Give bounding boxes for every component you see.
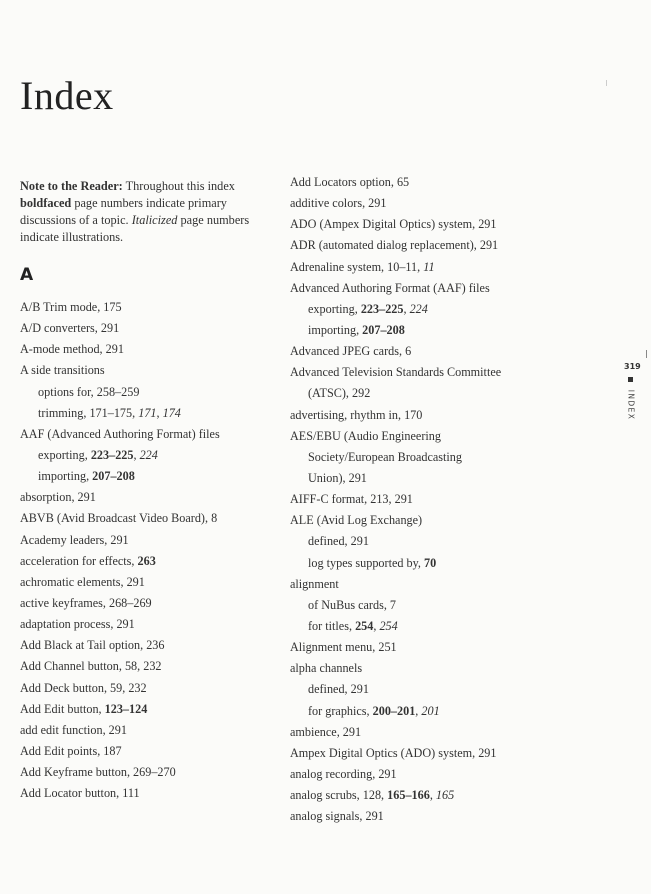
- index-entry: [20, 490, 282, 504]
- entry-text: Union), 291: [308, 470, 367, 485]
- section-letter: A: [20, 265, 34, 285]
- entry-text: AIFF-C format, 213, 291: [290, 492, 413, 507]
- entry-text: Advanced Authoring Format (AAF) files: [290, 280, 490, 295]
- index-entry: [290, 640, 610, 654]
- gutter-mark: [646, 350, 647, 358]
- entry-text: for graphics,: [308, 703, 373, 718]
- index-entry: [20, 702, 282, 716]
- entry-text: additive colors, 291: [290, 196, 387, 211]
- entry-text: log types supported by,: [308, 555, 424, 570]
- entry-text: A-mode method, 291: [20, 342, 124, 357]
- index-entry: [20, 300, 282, 314]
- entry-text: Add Channel button, 58, 232: [20, 659, 162, 674]
- index-entry: [20, 786, 282, 800]
- index-entry: [290, 577, 610, 591]
- page-marker-square: [628, 377, 633, 382]
- index-entry: [290, 704, 610, 718]
- italic-page-ref: 171: [138, 405, 157, 420]
- entry-text: exporting,: [38, 447, 91, 462]
- index-entry: [290, 217, 610, 231]
- index-entry: [290, 619, 610, 633]
- page-number: 319: [624, 362, 641, 371]
- entry-text: acceleration for effects,: [20, 553, 138, 568]
- index-entry: [290, 598, 610, 612]
- entry-text: analog recording, 291: [290, 766, 397, 781]
- entry-text: Add Locator button, 111: [20, 786, 140, 801]
- entry-text: ,: [403, 301, 410, 316]
- index-entry: [290, 408, 610, 422]
- index-entry: [20, 575, 282, 589]
- index-entry: [290, 386, 610, 400]
- entry-text: (ATSC), 292: [308, 386, 371, 401]
- index-entry: [20, 469, 282, 483]
- entry-text: achromatic elements, 291: [20, 574, 145, 589]
- index-entry: [290, 471, 610, 485]
- bold-page-ref: 165–166: [387, 788, 430, 803]
- italic-page-ref: 11: [423, 259, 435, 274]
- index-entry: [20, 321, 282, 335]
- index-entry: [20, 765, 282, 779]
- entry-text: Add Black at Tail option, 236: [20, 638, 165, 653]
- index-entry: [20, 596, 282, 610]
- entry-text: adaptation process, 291: [20, 617, 135, 632]
- note-italic-word: Italicized: [131, 213, 178, 227]
- entry-text: Add Locators option, 65: [290, 175, 410, 189]
- entry-text: ,: [373, 618, 380, 633]
- entry-text: A/D converters, 291: [20, 321, 120, 336]
- entry-text: ABVB (Avid Broadcast Video Board), 8: [20, 511, 218, 526]
- entry-text: add edit function, 291: [20, 722, 127, 737]
- note-bold-word: boldfaced: [20, 196, 72, 210]
- entry-text: analog scrubs, 128,: [290, 788, 388, 803]
- index-entry: [20, 744, 282, 758]
- entry-text: exporting,: [308, 301, 361, 316]
- edge-tick: [606, 80, 607, 86]
- entry-text: advertising, rhythm in, 170: [290, 407, 423, 422]
- bold-page-ref: 254: [355, 618, 374, 633]
- index-entry: [20, 681, 282, 695]
- entry-text: active keyframes, 268–269: [20, 595, 152, 610]
- index-entry: [290, 175, 610, 189]
- entry-text: importing,: [38, 469, 93, 484]
- index-entry: [290, 513, 610, 527]
- entry-text: AAF (Advanced Authoring Format) files: [20, 426, 220, 441]
- index-entry: [20, 659, 282, 673]
- index-entry: [290, 450, 610, 464]
- entry-text: Advanced Television Standards Committee: [290, 365, 502, 380]
- index-entry: [290, 429, 610, 443]
- index-entry: [20, 617, 282, 631]
- entry-text: Add Deck button, 59, 232: [20, 680, 147, 695]
- bold-page-ref: 123–124: [104, 701, 148, 716]
- index-entry: [290, 344, 610, 358]
- entry-text: Academy leaders, 291: [20, 532, 129, 547]
- index-entry: [20, 554, 282, 568]
- entry-text: Ampex Digital Optics (ADO) system, 291: [290, 745, 497, 760]
- italic-page-ref: 165: [435, 788, 455, 803]
- entry-text: Advanced JPEG cards, 6: [290, 344, 412, 359]
- note-text-2: page numbers indicate primary discussions of a topic.: [20, 196, 227, 227]
- entry-text: defined, 291: [308, 682, 369, 697]
- index-entry: [290, 809, 610, 823]
- note-text-3: page numbers indicate illustrations.: [20, 213, 250, 244]
- index-entry: [20, 363, 282, 377]
- index-entry: [290, 556, 610, 570]
- index-entry: [290, 682, 610, 696]
- index-entry: [290, 196, 610, 210]
- entry-text: ALE (Avid Log Exchange): [290, 513, 423, 528]
- entry-text: ,: [429, 788, 436, 803]
- note-text-1: Throughout this index: [122, 179, 235, 193]
- entry-text: analog signals, 291: [290, 809, 384, 824]
- entry-text: AES/EBU (Audio Engineering: [290, 428, 441, 443]
- index-entry: [20, 533, 282, 547]
- index-entry: [290, 365, 610, 379]
- index-column-right: [290, 175, 610, 830]
- index-entry: [290, 746, 610, 760]
- index-entry: [20, 511, 282, 525]
- note-lead: Note to the Reader:: [20, 179, 123, 193]
- bold-page-ref: 207–208: [92, 469, 135, 484]
- bold-page-ref: 223–225: [90, 447, 134, 462]
- index-entry: [290, 767, 610, 781]
- entry-text: Add Edit points, 187: [20, 743, 122, 758]
- index-entry: [290, 534, 610, 548]
- italic-page-ref: 254: [379, 618, 398, 633]
- entry-text: absorption, 291: [20, 490, 96, 505]
- index-entry: [290, 260, 610, 274]
- entry-text: Add Edit button,: [20, 701, 105, 716]
- entry-text: ,: [133, 447, 140, 462]
- bold-page-ref: 70: [424, 555, 437, 570]
- entry-text: Adrenaline system, 10–11,: [290, 259, 424, 274]
- italic-page-ref: 174: [162, 405, 181, 420]
- entry-text: ADO (Ampex Digital Optics) system, 291: [290, 217, 497, 232]
- running-head: INDEX: [626, 389, 636, 421]
- entry-text: trimming, 171–175,: [38, 405, 139, 420]
- entry-text: Society/European Broadcasting: [308, 449, 462, 464]
- entry-text: A side transitions: [20, 363, 105, 378]
- entry-text: Add Keyframe button, 269–270: [20, 765, 176, 780]
- note-to-reader: [20, 178, 270, 246]
- index-entry: [20, 385, 282, 399]
- entry-text: alignment: [290, 576, 339, 591]
- entry-text: A/B Trim mode, 175: [20, 300, 122, 314]
- index-entry: [290, 302, 610, 316]
- entry-text: for titles,: [308, 618, 356, 633]
- index-entry: [290, 725, 610, 739]
- entry-text: ambience, 291: [290, 724, 362, 739]
- index-entry: [20, 638, 282, 652]
- index-entry: [290, 788, 610, 802]
- entry-text: of NuBus cards, 7: [308, 597, 397, 612]
- index-entry: [290, 238, 610, 252]
- bold-page-ref: 200–201: [372, 703, 416, 718]
- entry-text: importing,: [308, 322, 363, 337]
- entry-text: ,: [156, 405, 163, 420]
- entry-text: ,: [415, 703, 422, 718]
- entry-text: alpha channels: [290, 661, 363, 676]
- index-entry: [20, 406, 282, 420]
- italic-page-ref: 201: [421, 703, 440, 718]
- bold-page-ref: 207–208: [362, 322, 405, 337]
- entry-text: Alignment menu, 251: [290, 640, 397, 655]
- bold-page-ref: 223–225: [360, 301, 404, 316]
- italic-page-ref: 224: [409, 301, 428, 316]
- index-entry: [20, 427, 282, 441]
- italic-page-ref: 224: [139, 447, 158, 462]
- index-entry: [20, 342, 282, 356]
- entry-text: ADR (automated dialog replacement), 291: [290, 238, 499, 253]
- entry-text: options for, 258–259: [38, 384, 140, 399]
- entry-text: defined, 291: [308, 534, 369, 549]
- index-entry: [290, 281, 610, 295]
- index-entry: [20, 723, 282, 737]
- index-column-left: [20, 300, 282, 807]
- page-title: Index: [20, 73, 114, 118]
- bold-page-ref: 263: [137, 553, 156, 568]
- index-entry: [290, 661, 610, 675]
- index-entry: [290, 492, 610, 506]
- index-entry: [290, 323, 610, 337]
- index-entry: [20, 448, 282, 462]
